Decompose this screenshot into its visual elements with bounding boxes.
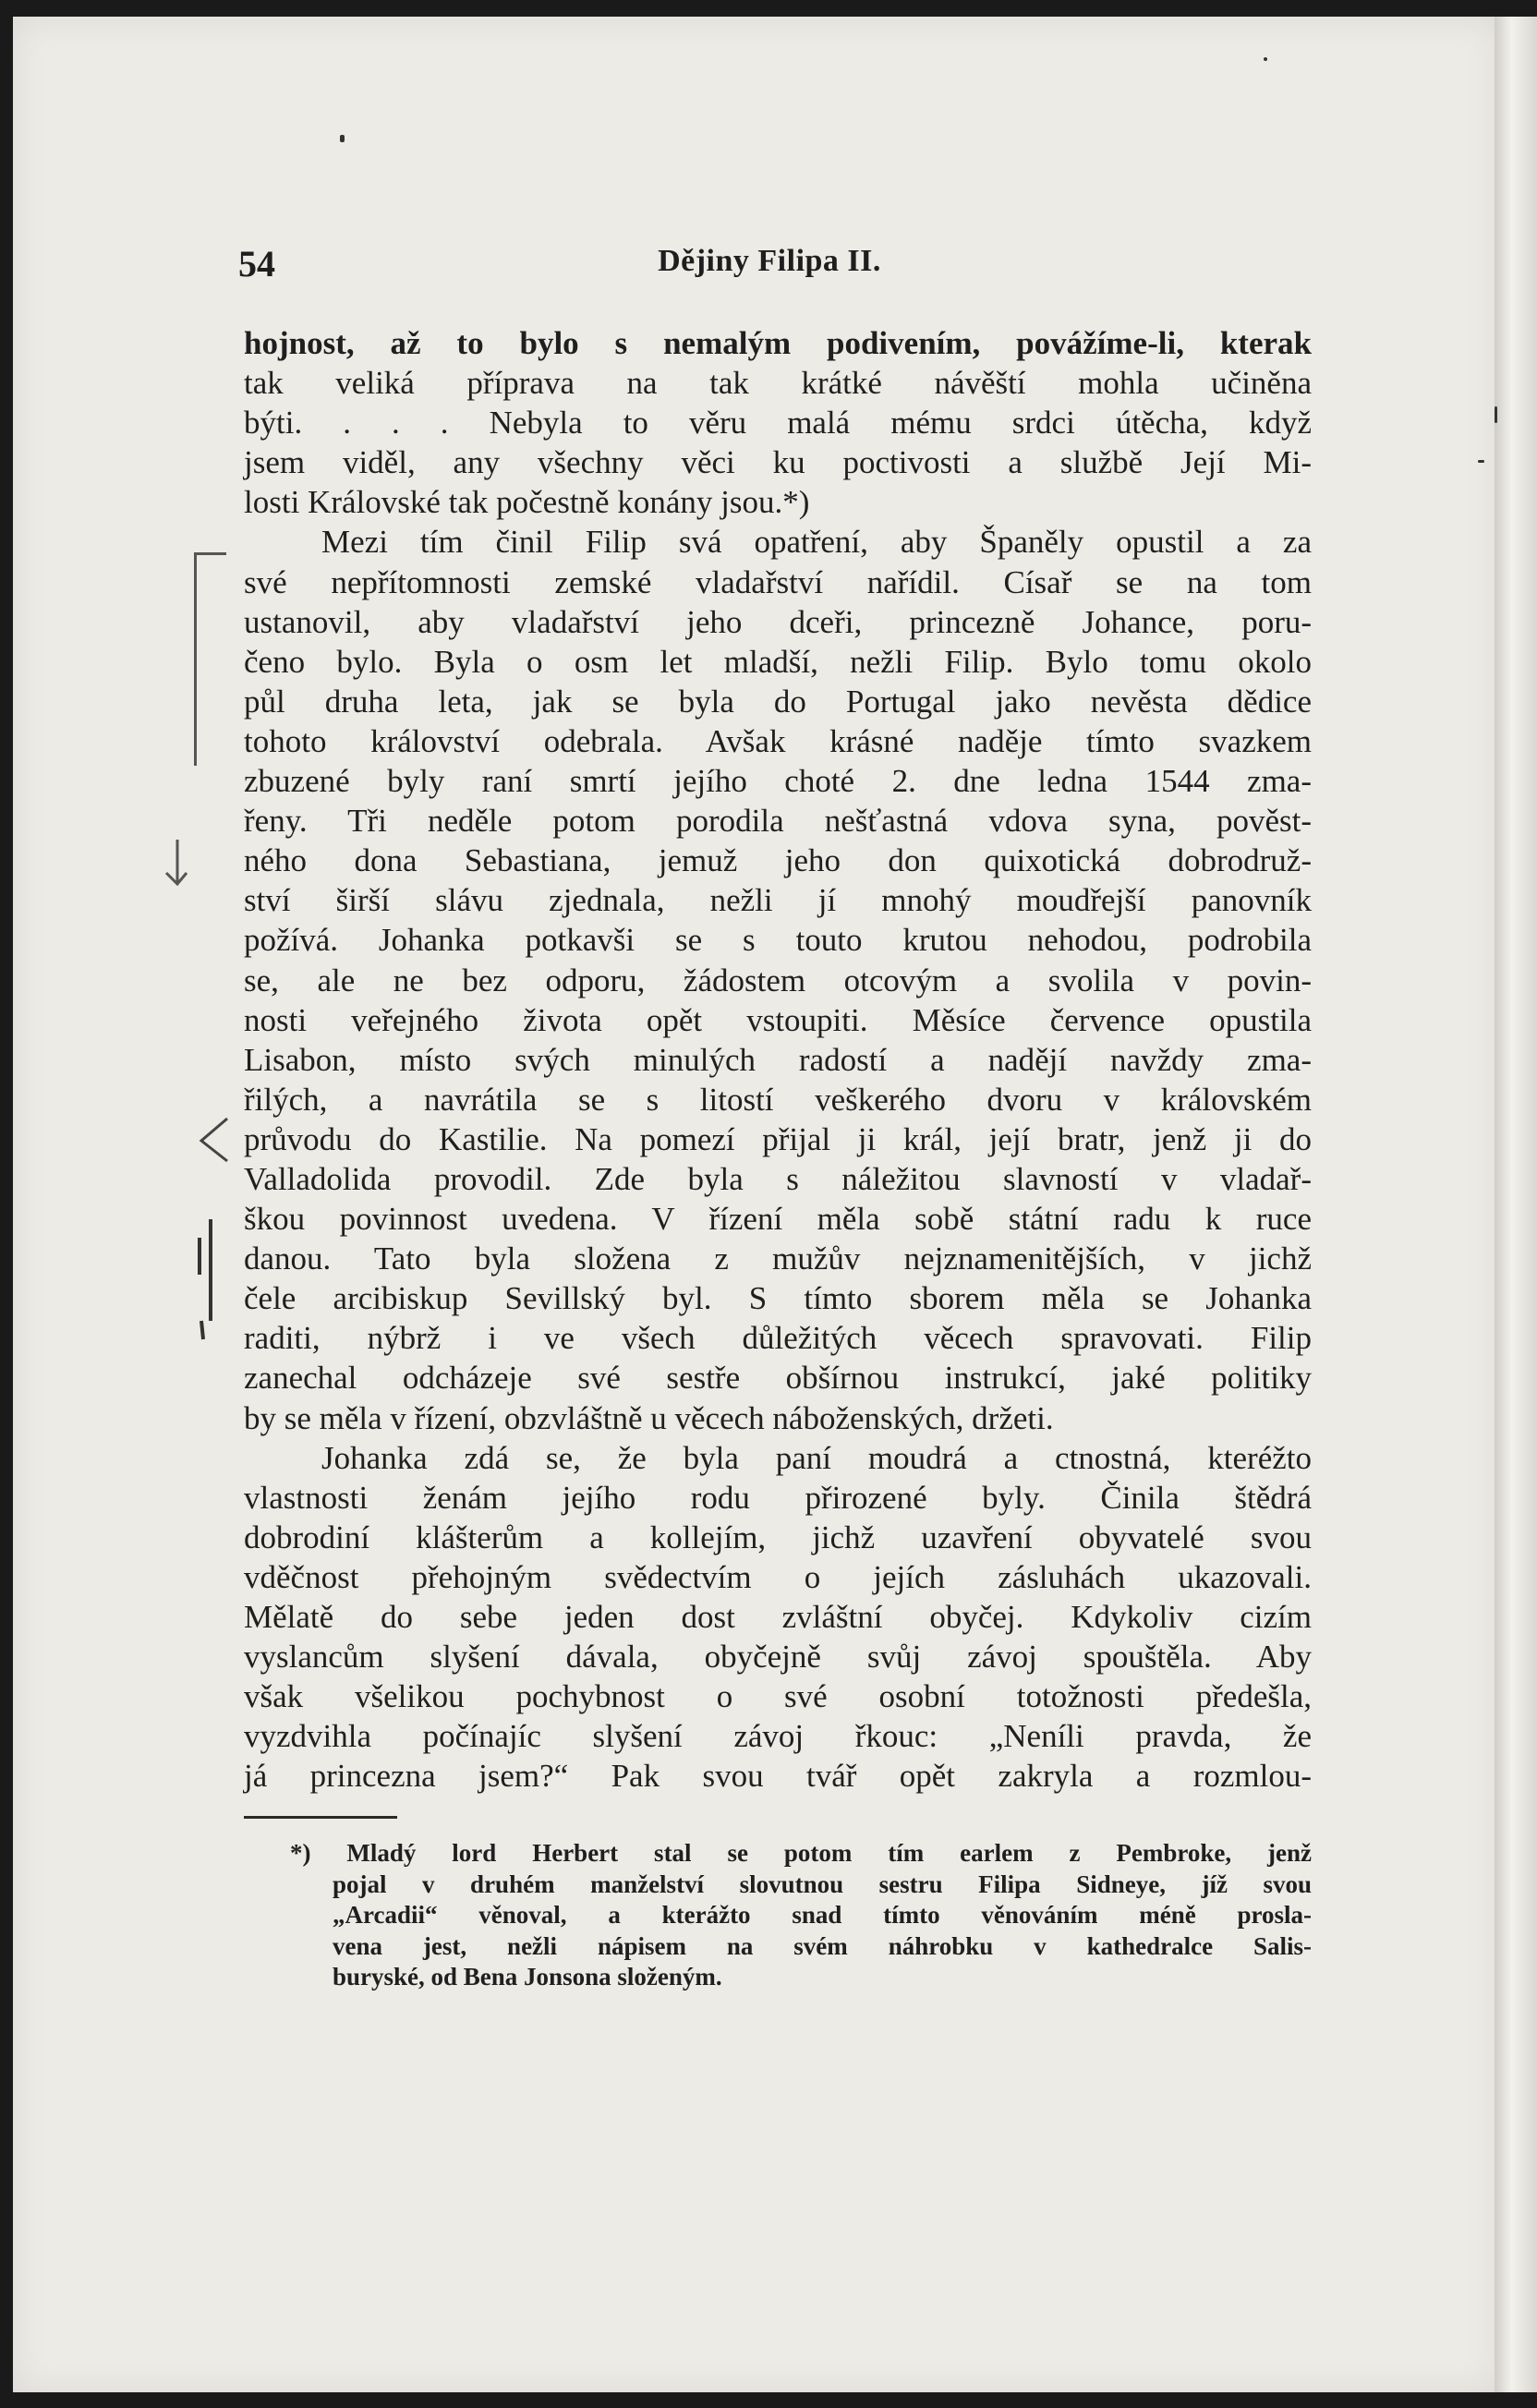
text-line: své nepřítomnosti zemské vladařství nařídil. Císař se na tom	[244, 563, 1312, 600]
text-line: jsem viděl, any všechny věci ku poctivosti a službě Její Mi-	[244, 444, 1312, 481]
text-line: hojnost, až to bylo s nemalým podivením, povážíme-li, kterak	[244, 325, 1312, 361]
text-line: by se měla v řízení, obzvláštně u věcech náboženských, držeti.	[244, 1399, 1054, 1436]
margin-line-marks	[192, 1201, 220, 1358]
text-line: ného dona Sebastiana, jemuž jeho don quixotická dobrodruž-	[244, 842, 1312, 879]
text-line: Mezi tím činil Filip svá opatření, aby Španěly opustil a za	[321, 524, 1312, 561]
text-line: zbuzené byly raní smrtí jejího choté 2. dne ledna 1544 zma-	[244, 763, 1312, 800]
text-line: Mělatě do sebe jeden dost zvláštní obyčej. Kdykoliv cizím	[244, 1599, 1312, 1635]
body-text	[244, 323, 1312, 1796]
text-line: vyslancům slyšení dávala, obyčejně svůj závoj spouštěla. Aby	[244, 1639, 1312, 1676]
text-line: čele arcibiskup Sevillský byl. S tímto sborem měla se Johanka	[244, 1280, 1312, 1317]
text-line: losti Královské tak počestně konány jsou.*)	[244, 484, 810, 521]
text-line: zanechal odcházeje své sestře obšírnou instrukcí, jaké politiky	[244, 1360, 1312, 1397]
footnote-line: *) Mladý lord Herbert stal se potom tím earlem z Pembroke, jenž	[290, 1839, 1312, 1867]
footnote-line: buryské, od Bena Jonsona složeným.	[333, 1963, 722, 1991]
page-speck	[1264, 57, 1267, 61]
page-speck	[1478, 460, 1484, 463]
text-line: se, ale ne bez odporu, žádostem otcovým a svolila v povin-	[244, 962, 1312, 998]
text-line: Lisabon, místo svých minulých radostí a nadějí navždy zma-	[244, 1041, 1312, 1078]
footnote-line: pojal v druhém manželství slovutnou sestru Filipa Sidneye, jíž svou	[333, 1870, 1312, 1898]
text-line: vlastnosti ženám jejího rodu přirozené byly. Činila štědrá	[244, 1479, 1312, 1516]
page-speck	[1495, 406, 1497, 423]
text-line: Johanka zdá se, že byla paní moudrá a ctnostná, kteréžto	[321, 1439, 1312, 1476]
text-line: řilých, a navrátila se s litostí veškerého dvoru v královském	[244, 1081, 1312, 1118]
text-line: já princezna jsem?“ Pak svou tvář opět zakryla a rozmlou-	[244, 1758, 1312, 1795]
text-line: danou. Tato byla složena z mužův nejznamenitějších, v jichž	[244, 1240, 1312, 1277]
text-line: průvodu do Kastilie. Na pomezí přijal ji král, její bratr, jenž ji do	[244, 1120, 1312, 1157]
text-line: vyzdvihla počínajíc slyšení závoj řkouc: „Neníli pravda, že	[244, 1718, 1312, 1755]
footnote	[268, 1838, 1312, 1993]
text-line: Valladolida provodil. Zde byla s náležitou slavností v vladař-	[244, 1160, 1312, 1197]
text-line: čeno bylo. Byla o osm let mladší, nežli Filip. Bylo tomu okolo	[244, 643, 1312, 680]
page-number: 54	[238, 243, 275, 284]
text-line: řeny. Tři neděle potom porodila nešťastná vdova syna, pověst-	[244, 803, 1312, 840]
text-line: ustanovil, aby vladařství jeho dceři, princezně Johance, poru-	[244, 603, 1312, 640]
text-line: půl druha leta, jak se byla do Portugal jako nevěsta dědice	[244, 683, 1312, 720]
page-edge	[1495, 17, 1537, 2392]
text-line: raditi, nýbrž i ve všech důležitých věcech spravovati. Filip	[244, 1320, 1312, 1357]
text-line: požívá. Johanka potkavši se s touto krutou nehodou, podrobila	[244, 922, 1312, 959]
margin-arrow-mark	[157, 836, 194, 891]
text-line: býti. . . . Nebyla to věru malá mému srdci útěcha, když	[244, 405, 1312, 442]
footnote-line: vena jest, nežli nápisem na svém náhrobku v kathedralce Salis-	[333, 1931, 1312, 1960]
text-line: tohoto království odebrala. Avšak krásné naděje tímto svazkem	[244, 722, 1312, 759]
footnote-line: „Arcadii“ věnoval, a kterážto snad tímto věnováním méně prosla-	[333, 1901, 1312, 1929]
text-line: nosti veřejného života opět vstoupiti. Měsíce července opustila	[244, 1001, 1312, 1038]
text-line: však všelikou pochybnost o své osobní totožnosti předešla,	[244, 1678, 1312, 1715]
margin-angle-mark	[196, 1113, 233, 1168]
margin-bracket-mark	[194, 552, 226, 766]
text-line: ství širší slávu zjednala, nežli jí mnohý moudřejší panovník	[244, 882, 1312, 919]
text-line: dobrodiní klášterům a kollejím, jichž uzavření obyvatelé svou	[244, 1519, 1312, 1555]
page-header	[229, 242, 1310, 286]
text-line: vděčnost přehojným svědectvím o jejích zásluhách ukazovali.	[244, 1558, 1312, 1595]
page-speck	[340, 135, 345, 142]
running-title: Dějiny Filipa II.	[658, 244, 881, 278]
text-line: tak veliká příprava na tak krátké návěští mohla učiněna	[244, 365, 1312, 402]
text-line: škou povinnost uvedena. V řízení měla sobě státní radu k ruce	[244, 1201, 1312, 1238]
footnote-rule	[244, 1816, 397, 1819]
